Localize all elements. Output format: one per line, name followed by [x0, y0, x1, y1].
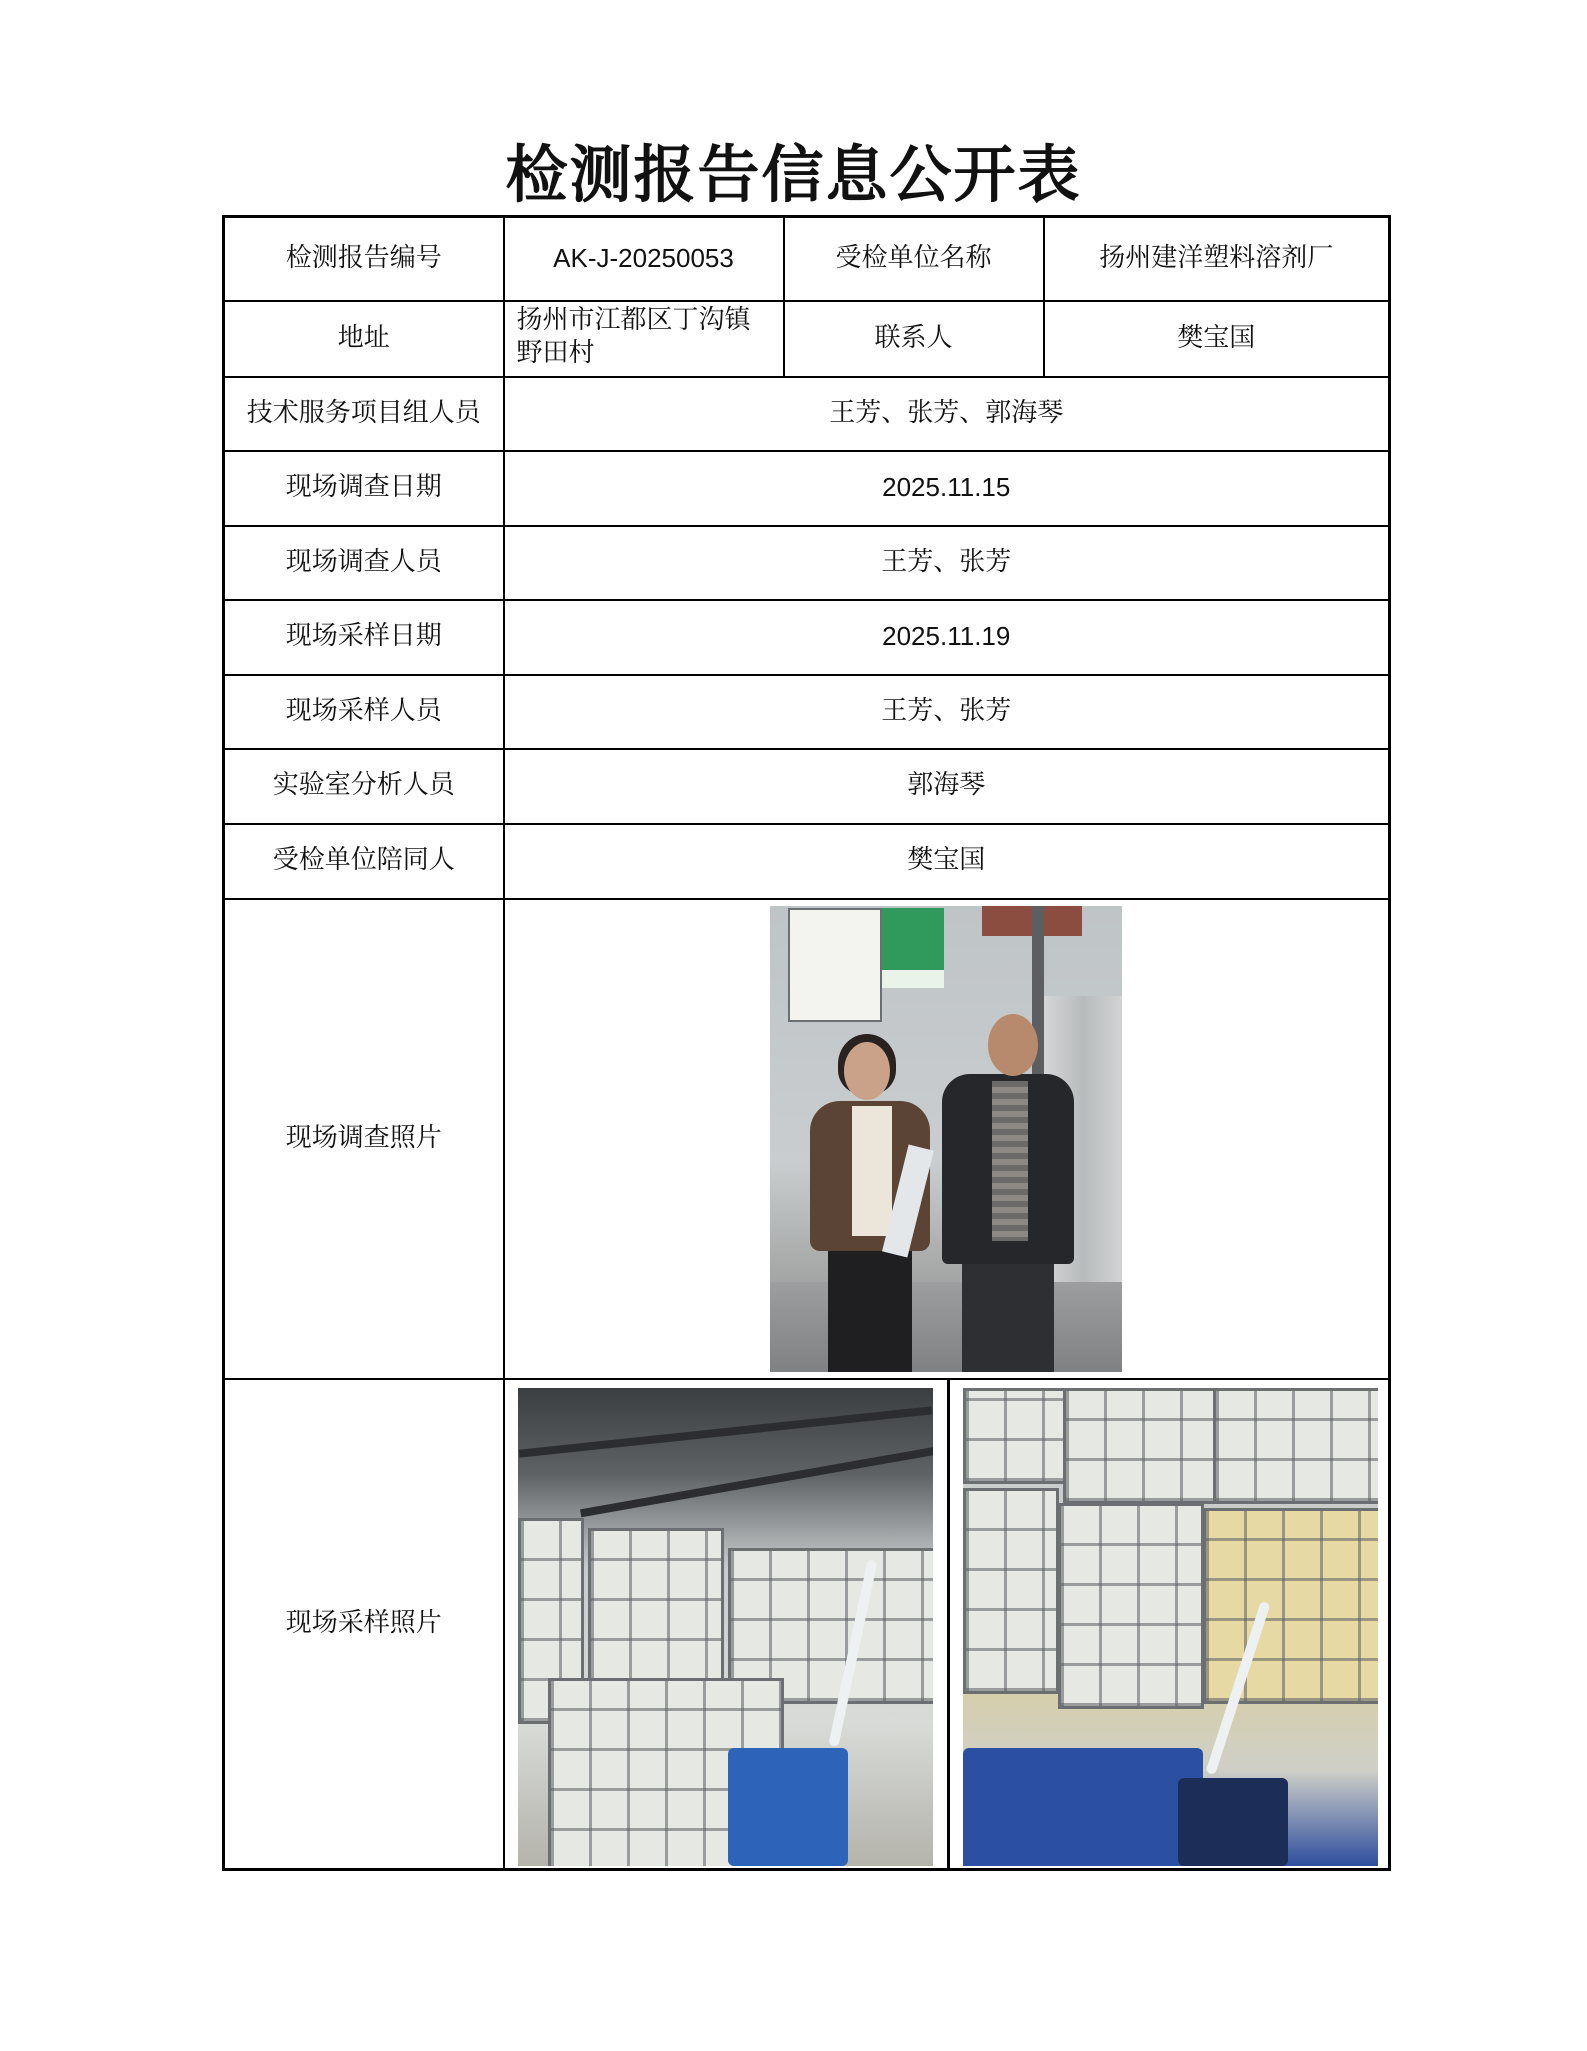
row-label: 受检单位陪同人	[224, 824, 504, 899]
row-label: 现场采样人员	[224, 675, 504, 749]
survey-photo-cell	[504, 899, 1390, 1379]
unit-name-label: 受检单位名称	[784, 217, 1044, 301]
survey-photo-label: 现场调查照片	[224, 899, 504, 1379]
address-value	[504, 301, 784, 377]
wall-notice-board	[788, 908, 882, 1022]
sampling-photo-right	[963, 1388, 1378, 1866]
sampling-photo-left	[518, 1388, 933, 1866]
row-value: 樊宝国	[504, 824, 1390, 899]
table-row	[224, 451, 1390, 526]
row-value: 郭海琴	[504, 749, 1390, 824]
table-row	[224, 526, 1390, 600]
page-title: 检测报告信息公开表	[505, 138, 1082, 211]
row-value: 2025.11.15	[504, 451, 1390, 526]
blue-barrel	[963, 1748, 1203, 1866]
table-row	[224, 899, 1390, 1379]
table-row	[224, 301, 1390, 377]
sampling-photo-label: 现场采样照片	[224, 1379, 504, 1870]
survey-photo	[770, 906, 1122, 1372]
person-woman	[844, 1042, 890, 1100]
row-value: 王芳、张芳	[504, 675, 1390, 749]
row-label: 技术服务项目组人员	[224, 377, 504, 451]
table-row	[224, 377, 1390, 451]
report-no-label: 检测报告编号	[224, 217, 504, 301]
report-no-value: AK-J-20250053	[504, 217, 784, 301]
sampling-container	[1178, 1778, 1288, 1866]
contact-value: 樊宝国	[1044, 301, 1390, 377]
row-value: 王芳、张芳	[504, 526, 1390, 600]
table-row	[224, 749, 1390, 824]
row-label: 现场调查人员	[224, 526, 504, 600]
table-row	[224, 217, 1390, 301]
unit-name-value: 扬州建洋塑料溶剂厂	[1044, 217, 1390, 301]
ibc-tote	[588, 1528, 724, 1684]
contact-label: 联系人	[784, 301, 1044, 377]
row-label: 现场调查日期	[224, 451, 504, 526]
address-line-1: 扬州市江都区丁沟镇	[516, 304, 751, 335]
address-label: 地址	[224, 301, 504, 377]
table-row	[224, 675, 1390, 749]
row-value: 2025.11.19	[504, 600, 1390, 675]
row-value: 王芳、张芳、郭海琴	[504, 377, 1390, 451]
table-row	[224, 824, 1390, 899]
green-assembly-sign	[882, 908, 944, 988]
row-label: 现场采样日期	[224, 600, 504, 675]
table-row	[224, 600, 1390, 675]
sampling-photo-cell	[504, 1379, 1390, 1870]
photo-divider	[947, 1380, 950, 1868]
address-line-2: 野田村	[516, 338, 595, 369]
sampling-container	[728, 1748, 848, 1866]
ground	[770, 1282, 1122, 1372]
table-row	[224, 1379, 1390, 1870]
row-label: 实验室分析人员	[224, 749, 504, 824]
info-table	[222, 215, 1391, 1871]
person-man	[988, 1014, 1038, 1076]
